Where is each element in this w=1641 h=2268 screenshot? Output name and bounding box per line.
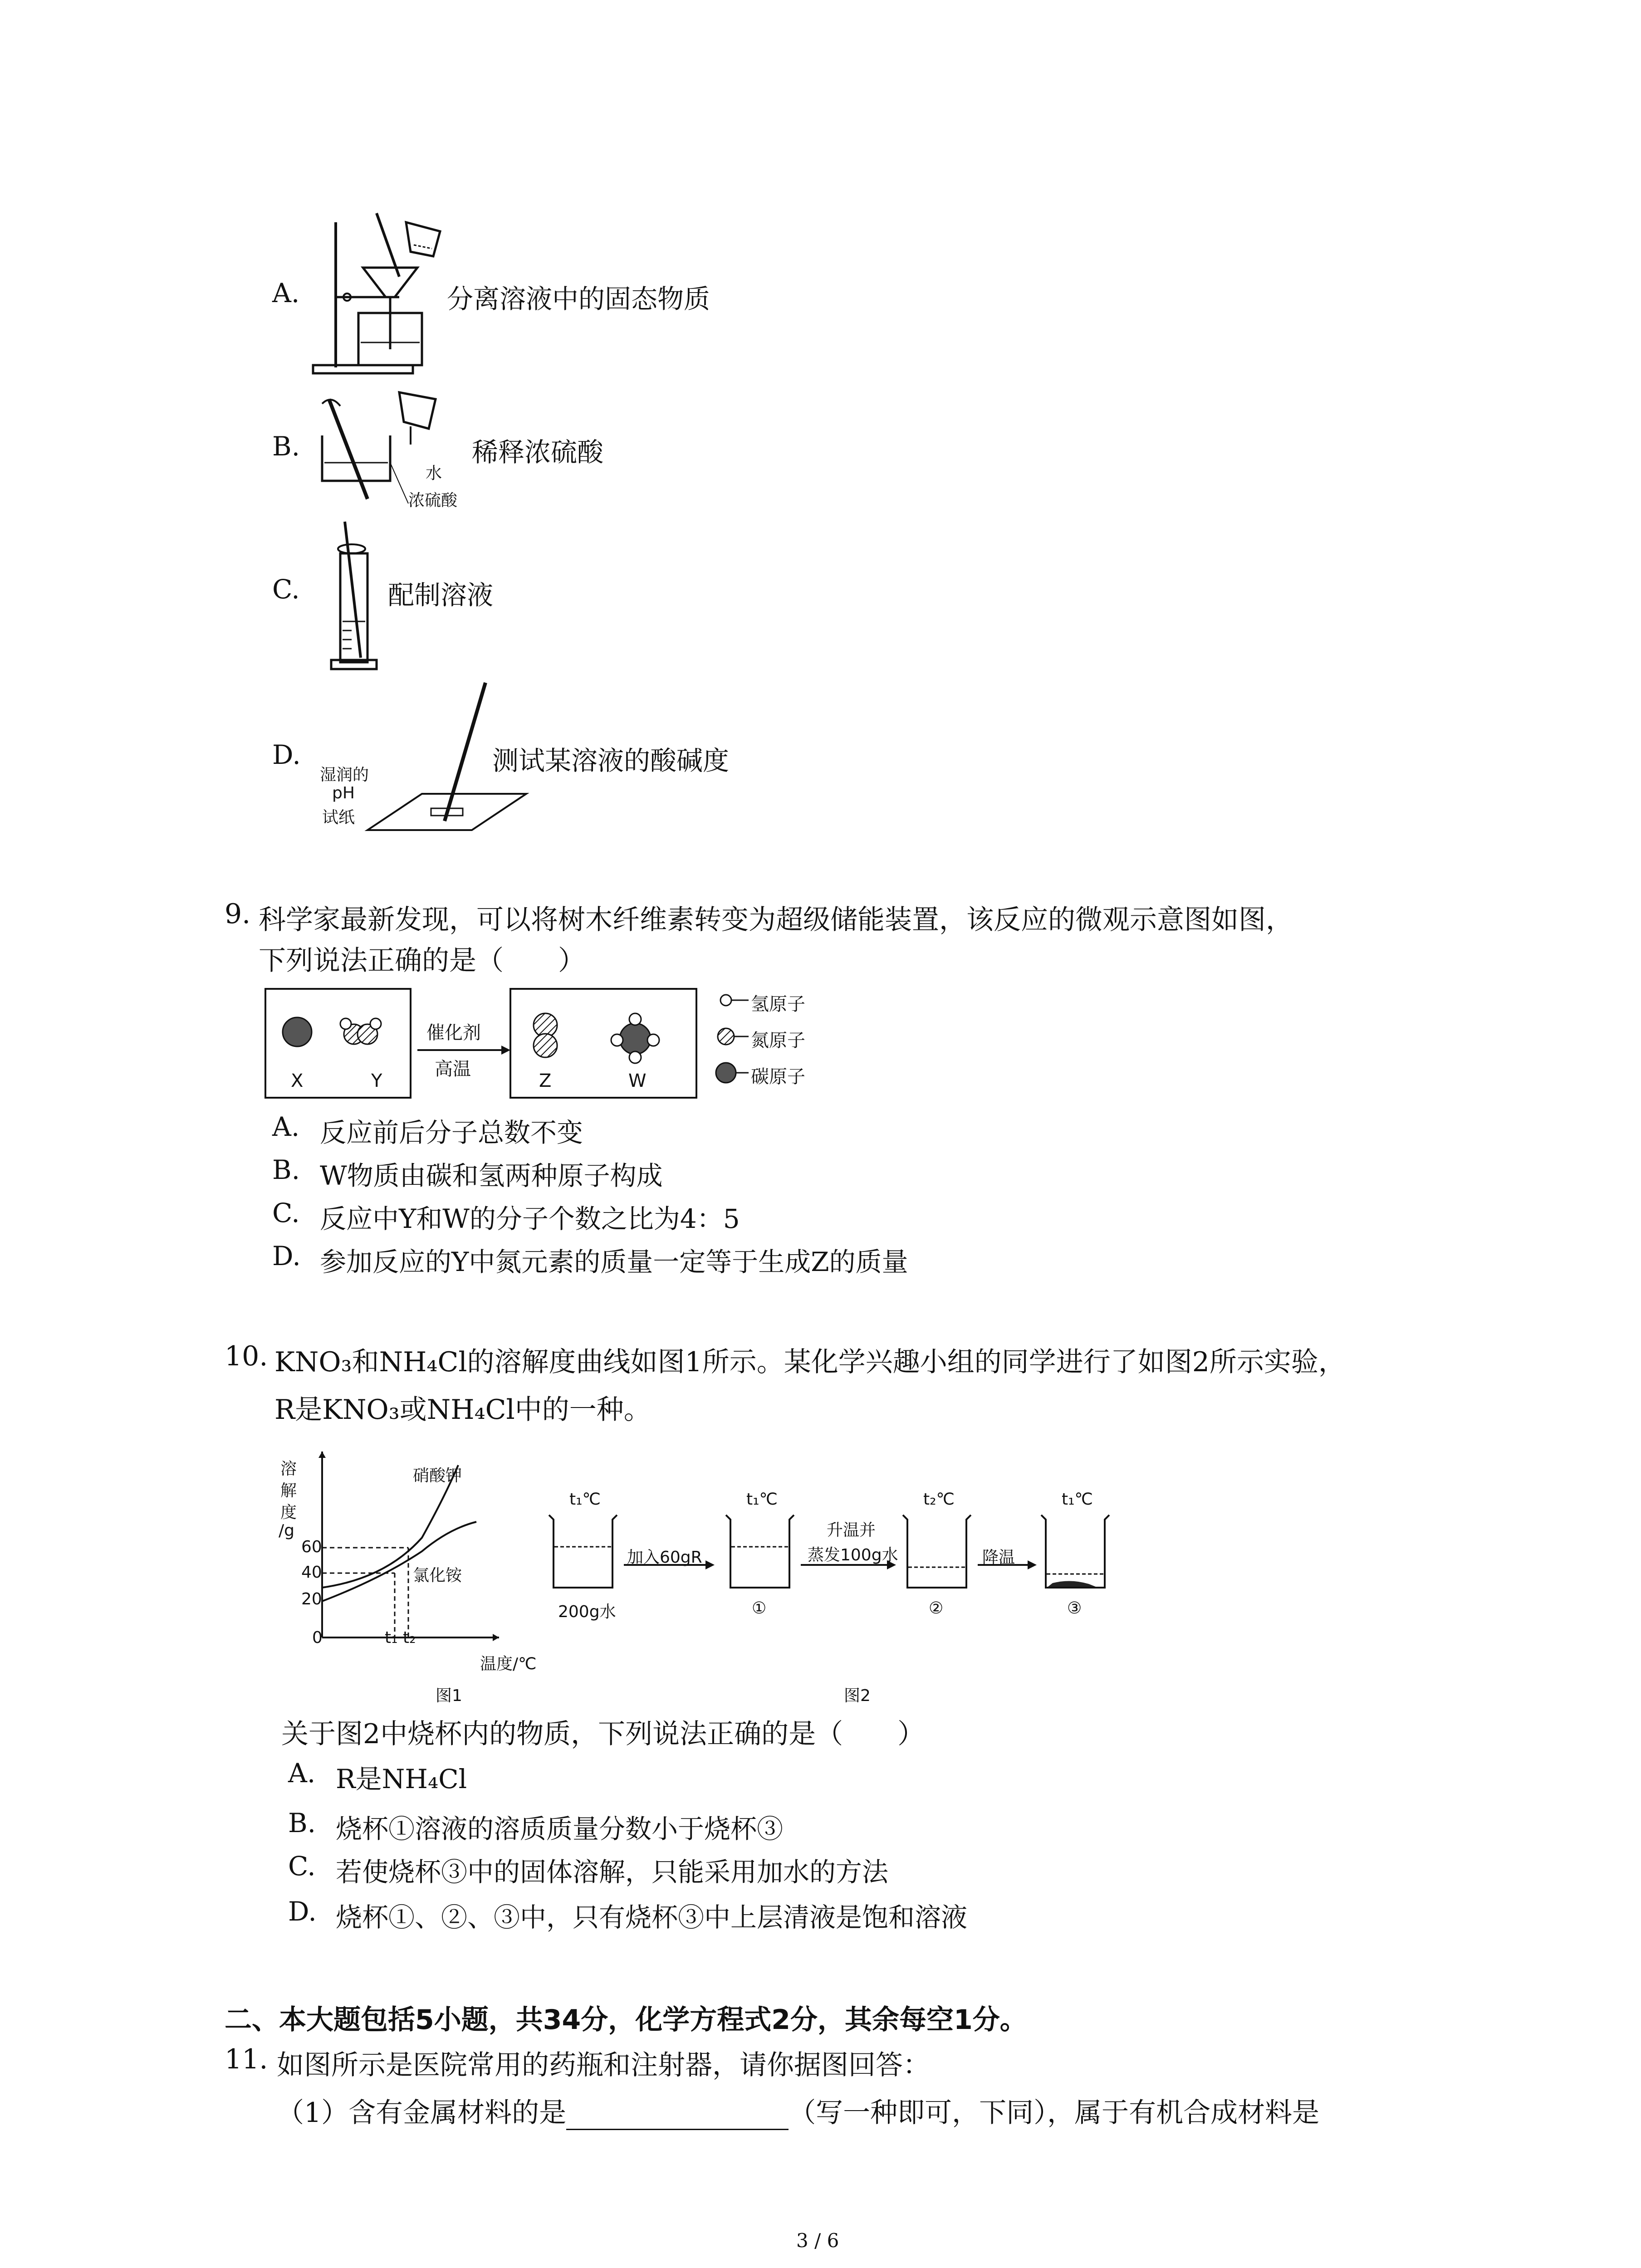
step2-label-line2: 蒸发100g水: [808, 1546, 898, 1564]
q8-option-b-letter: B.: [272, 431, 300, 462]
q10-option-b-letter: B.: [288, 1808, 316, 1838]
y-axis-label-2: 解: [280, 1481, 297, 1500]
q10-stem-line1: KNO₃和NH₄Cl的溶解度曲线如图1所示。某化学兴趣小组的同学进行了如图2所示实验，: [274, 1346, 1346, 1378]
graduated-cylinder-figure: [318, 522, 390, 676]
q9-option-a-letter: A.: [272, 1111, 300, 1142]
high-temperature-label: 高温: [435, 1059, 471, 1080]
q11-answer-blank-1[interactable]: [566, 2103, 789, 2130]
molecule-x-label: X: [291, 1070, 304, 1091]
filtration-apparatus-figure: [309, 213, 445, 376]
curve-label-kno3: 硝酸钾: [413, 1466, 462, 1485]
q11-sub1: [277, 2091, 1319, 2130]
q8-option-d-letter: D.: [272, 739, 301, 770]
q10-option-c-letter: C.: [288, 1851, 316, 1882]
q9-option-a-text[interactable]: 反应前后分子总数不变: [320, 1117, 583, 1148]
curve-label-nh4cl: 氯化铵: [413, 1566, 462, 1585]
q9-number: 9.: [225, 898, 251, 930]
x-ticks-t1-t2: t₁ t₂: [385, 1628, 416, 1647]
beaker-2: [903, 1515, 971, 1588]
q10-option-d-text[interactable]: 烧杯①、②、③中，只有烧杯③中上层清液是饱和溶液: [336, 1902, 968, 1933]
beaker1-temp: t₁℃: [746, 1490, 778, 1509]
q8-option-b-text[interactable]: 稀释浓硫酸: [472, 437, 604, 468]
q8-option-d-text[interactable]: 测试某溶液的酸碱度: [492, 745, 730, 776]
y-axis-label-3: 度: [280, 1503, 297, 1522]
beaker0-temp: t₁℃: [569, 1490, 601, 1509]
q10-option-a-letter: A.: [288, 1758, 316, 1789]
y-axis-label-4: /g: [279, 1521, 294, 1540]
q8-option-c-text[interactable]: 配制溶液: [388, 580, 494, 611]
beaker3-label: ③: [1067, 1599, 1082, 1618]
molecule-z-label: Z: [539, 1070, 552, 1091]
beaker1-label: ①: [752, 1599, 767, 1618]
beaker2-temp: t₂℃: [923, 1490, 955, 1509]
beaker3-temp: t₁℃: [1062, 1490, 1093, 1509]
q9-option-c-text[interactable]: 反应中Y和W的分子个数之比为4：5: [320, 1203, 740, 1234]
q10-option-d-letter: D.: [288, 1896, 317, 1927]
ph-paper-label-line1: 湿润的: [320, 766, 369, 784]
q9-option-c-letter: C.: [272, 1198, 300, 1228]
q9-stem-line2: 下列说法正确的是（ ）: [259, 945, 585, 977]
legend-nitrogen: 氮原子: [751, 1030, 805, 1051]
concentrated-acid-label: 浓硫酸: [408, 491, 458, 510]
q10-option-b-text[interactable]: 烧杯①溶液的溶质质量分数小于烧杯③: [336, 1813, 784, 1844]
section2-heading: 二、本大题包括5小题，共34分，化学方程式2分，其余每空1分。: [225, 2004, 1027, 2036]
q9-option-d-text[interactable]: 参加反应的Y中氮元素的质量一定等于生成Z的质量: [320, 1246, 908, 1277]
ph-paper-label-line3: 试纸: [322, 808, 355, 827]
q9-stem-line1: 科学家最新发现，可以将树木纤维素转变为超级储能装置，该反应的微观示意图如图，: [259, 904, 1293, 936]
q11-number: 11.: [225, 2043, 268, 2075]
legend-hydrogen: 氢原子: [751, 994, 805, 1015]
y-tick-60: 60: [301, 1538, 322, 1556]
figure1-caption: 图1: [436, 1686, 462, 1705]
q11-stem: 如图所示是医院常用的药瓶和注射器，请你据图回答：: [277, 2049, 930, 2081]
ph-paper-label-line2: pH: [332, 784, 355, 802]
y-axis-label-1: 溶: [280, 1460, 297, 1478]
q8-option-a-text[interactable]: 分离溶液中的固态物质: [447, 284, 710, 314]
step1-label: 加入60gR: [627, 1548, 702, 1567]
step3-label: 降温: [982, 1548, 1015, 1567]
step2-label-line1: 升温并: [827, 1521, 876, 1540]
y-tick-0: 0: [312, 1628, 323, 1647]
solubility-curve-chart: [313, 1452, 504, 1647]
y-tick-20: 20: [301, 1590, 322, 1608]
beaker-3: [1041, 1515, 1109, 1588]
beaker-0: [549, 1515, 617, 1588]
q9-option-d-letter: D.: [272, 1241, 301, 1271]
q8-option-a-letter: A.: [272, 278, 300, 308]
water-label: 水: [426, 464, 442, 483]
y-tick-40: 40: [301, 1563, 322, 1582]
catalyst-label: 催化剂: [426, 1022, 481, 1043]
q10-number: 10.: [225, 1340, 268, 1372]
q10-option-c-text[interactable]: 若使烧杯③中的固体溶解，只能采用加水的方法: [336, 1857, 889, 1887]
molecule-w-label: W: [628, 1070, 647, 1091]
legend-carbon: 碳原子: [751, 1066, 805, 1087]
q11-sub1-text-before: （1）含有金属材料的是: [277, 2097, 567, 2129]
molecule-y-label: Y: [371, 1070, 382, 1091]
q10-question: 关于图2中烧杯内的物质，下列说法正确的是（ ）: [281, 1718, 925, 1750]
ph-paper-figure: [354, 676, 535, 839]
page-number: 3 / 6: [796, 2229, 839, 2252]
beaker0-label: 200g水: [558, 1603, 616, 1621]
q8-option-c-letter: C.: [272, 574, 300, 605]
q10-option-a-text[interactable]: R是NH₄Cl: [336, 1764, 467, 1794]
q9-option-b-text[interactable]: W物质由碳和氢两种原子构成: [320, 1160, 663, 1191]
q9-option-b-letter: B.: [272, 1154, 300, 1185]
figure2-caption: 图2: [844, 1686, 871, 1705]
q11-sub1-text-after: （写一种即可，下同），属于有机合成材料是: [789, 2097, 1320, 2129]
beaker2-label: ②: [929, 1599, 944, 1618]
x-axis-label: 温度/℃: [480, 1655, 537, 1673]
reaction-micro-diagram: [263, 987, 717, 1105]
beaker-1: [726, 1515, 794, 1588]
q10-stem-line2: R是KNO₃或NH₄Cl中的一种。: [274, 1394, 651, 1426]
